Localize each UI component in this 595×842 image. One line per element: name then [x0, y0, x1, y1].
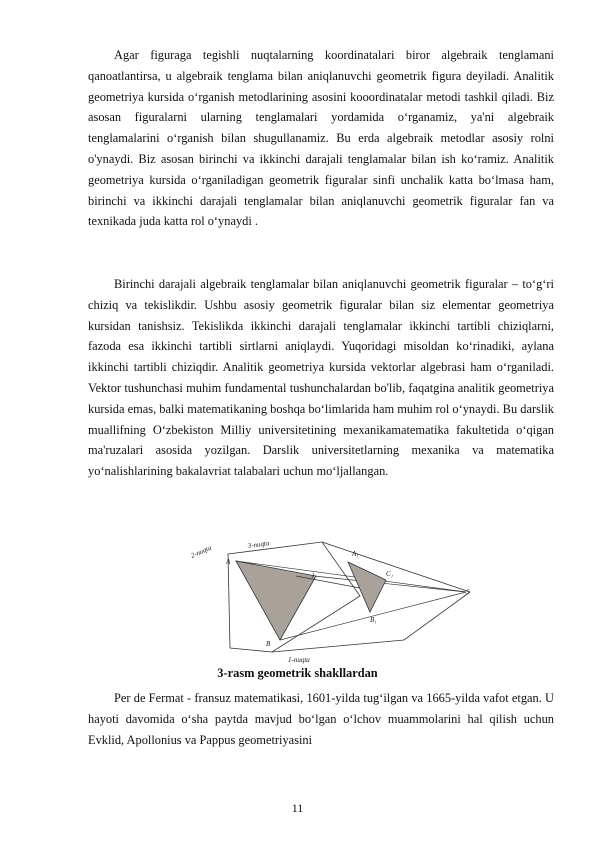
label-point-1: 1-nuqta: [288, 656, 310, 664]
paragraph-2: Birinchi darajali algebraik tenglamalar bilan aniqlanuvchi geometrik figuralar – to‘g‘ri chiziq va tekislikdir. Ushbu asosiy geometrik figuralar bilan siz elementar geometriya kursidan tanishsiz. Tekislikda ikkinchi darajali tenglamalar ikkinchi tartibli chiziqlarni, fazoda esa ikkinchi tartibli sirtlarni aniqlaydi. Yuqoridagi misoldan ko‘rinadiki, aylana ikkinchi tartibli chiziqdir. Analitik geometriya kursida vektorlar algebrasi ham o‘rganiladi. Vektor tushunchasi muhim fundamental tushunchalardan bo'lib, faqatgina analitik geometriya kursida emas, balki matematikaning boshqa bo‘limlarida ham muhim rol o‘ynaydi. Bu darslik muallifning O‘zbekiston Milliy universitetining mexanikamatematika fakultetida o‘qigan ma'ruzalari asosida yozilgan. Darslik universitetlarning mexanika va matematika yo‘nalishlarining bakalavriat talabalari uchun mo‘ljallangan.: [88, 277, 554, 479]
figure-caption: 3-rasm geometrik shakllardan: [217, 666, 378, 680]
label-point-2: 2-nuqta: [189, 543, 213, 560]
paragraph-3: Per de Fermat - fransuz matematikasi, 1601-yilda tug‘ilgan va 1665-yilda vafot etgan. U hayoti davomida o‘sha paytda mavjud bo‘lgan o‘lchov muammolarini hal qilish uchun Evklid, Apollonius va Pappus geometriyasini: [88, 691, 554, 747]
page-number: 11: [291, 801, 304, 815]
label-s: S: [466, 588, 470, 596]
label-b1: B₁: [370, 616, 377, 624]
label-a: A: [226, 558, 231, 566]
plane-edge-bottom: [272, 640, 404, 652]
label-a1: A₁: [352, 550, 359, 558]
label-point-3: 3-nuqta: [247, 539, 270, 550]
triangle-abc: [236, 561, 316, 640]
label-b: B: [266, 640, 271, 648]
label-c1: C₁: [386, 570, 394, 578]
figure-drawing: [184, 536, 484, 664]
paragraph-1: Agar figuraga tegishli nuqtalarning koordinatalari biror algebraik tenglamani qanoatlantirsa, u algebraik tenglama bilan aniqlanuvchi geometrik figura deyiladi. Analitik geometriya kursida o‘rganish metodlarining asosini kooordinatalar metodi tashkil qiladi. Biz asosan figuralarni ularning tenglamalari yordamida o‘rganamiz, ya'ni algebraik tenglamalarini o‘rganish bilan shugullanamiz. Bu erda algebraik metodlar asosiy rolni o'ynaydi. Biz asosan birinchi va ikkinchi darajali tenglamalar bilan ish ko‘ramiz. Analitik geometriya kursida o‘rganiladigan geometrik figuralar sinfi unchalik katta bo‘lmasa ham, birinchi va ikkinchi darajali tenglamalar bilan aniqlanuvchi geometrik figuralar fan va texnikada juda katta rol o‘ynaydi .: [88, 48, 554, 229]
label-l: l: [312, 572, 314, 580]
geometric-figure: [184, 536, 484, 664]
